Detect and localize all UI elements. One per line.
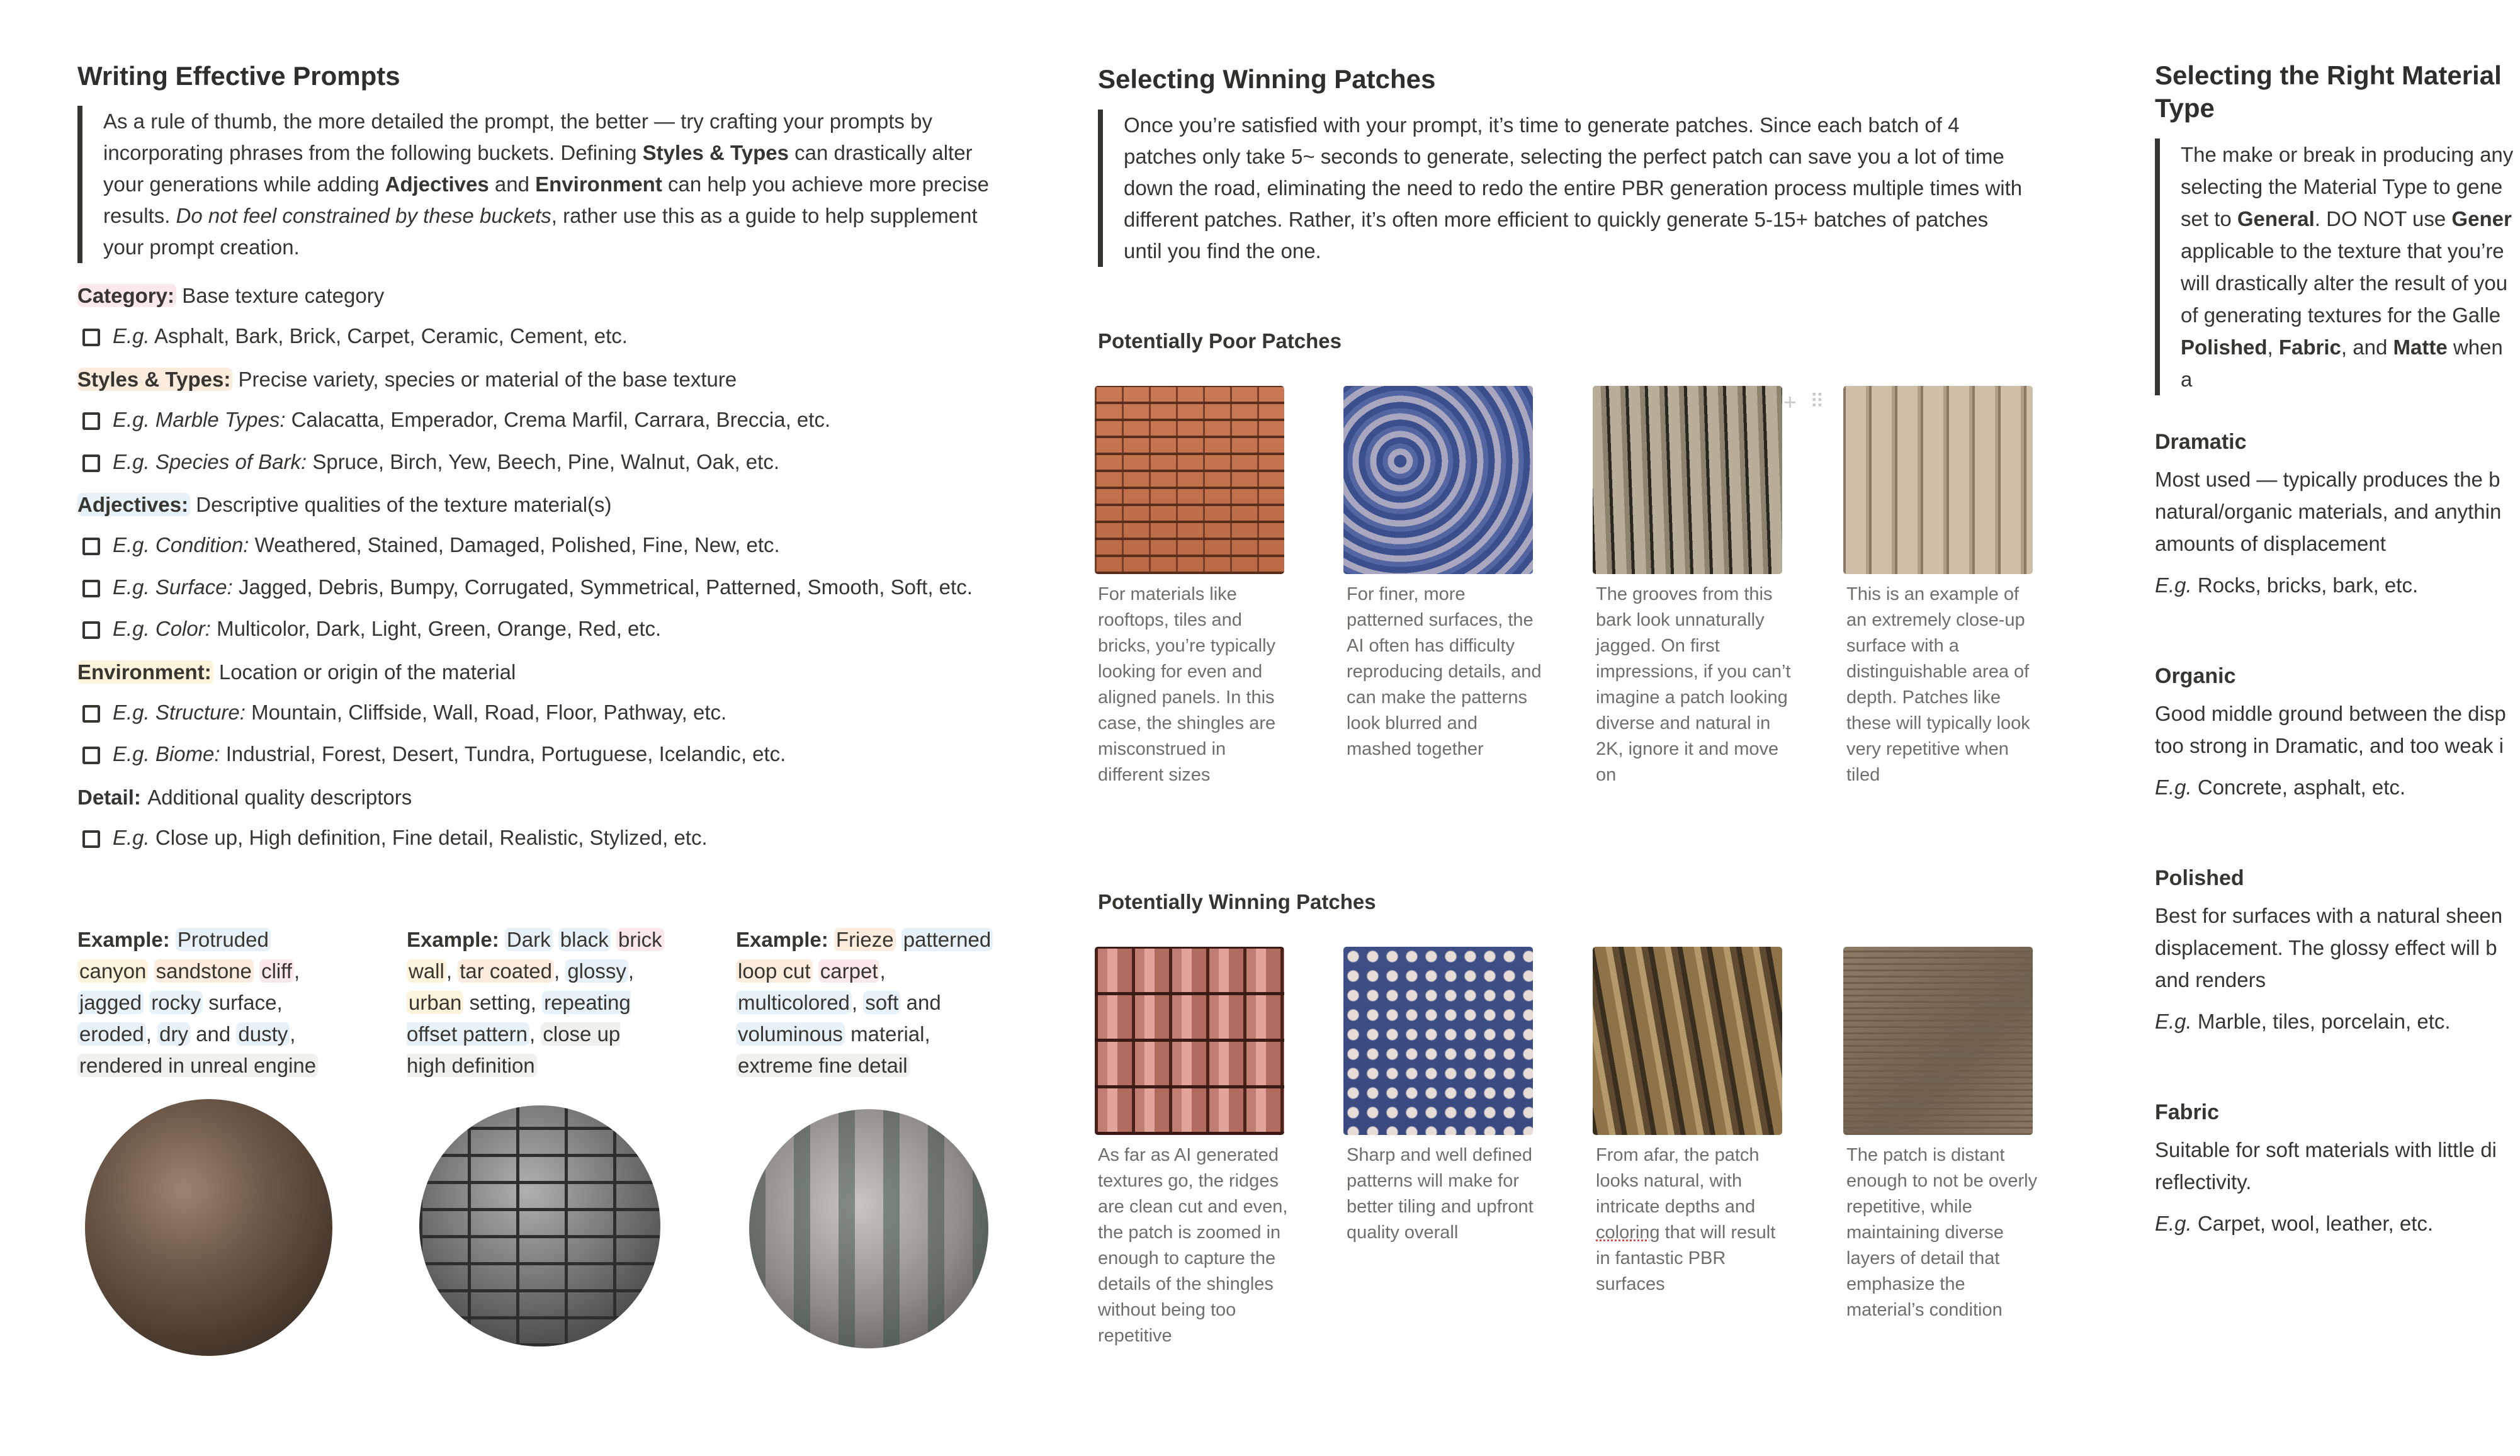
material-type-description-block xyxy=(2155,463,2514,560)
highlighted-term: jagged xyxy=(77,991,144,1014)
poor-caption: For materials like rooftops, tiles and bricks, you’re typically looking for even and aligned panels. In this case, the shingles are misconstrued in different sizes xyxy=(1098,584,1276,785)
example-text xyxy=(144,991,149,1014)
highlighted-term: Protruded xyxy=(176,928,271,951)
intro-line xyxy=(2181,331,2514,395)
eg-label: E.g. xyxy=(2155,1212,2192,1235)
bucket-label: Styles & Types: xyxy=(77,368,232,391)
example-text: , xyxy=(879,959,886,983)
intro-bold: Styles & Types xyxy=(642,141,789,164)
example-text xyxy=(553,928,558,951)
winning-caption: As far as AI generated textures go, the ridges are clean cut and even, the patch is zoomed in enough to capture the details of the shingles without being too repetitive xyxy=(1098,1145,1288,1346)
poor-patch-shingles[interactable] xyxy=(1095,386,1284,574)
sandstone-sphere-render xyxy=(85,1099,332,1356)
highlighted-term: rocky xyxy=(149,991,203,1014)
bucket-description: Additional quality descriptors xyxy=(142,785,412,809)
prompt-example xyxy=(407,924,665,1081)
intro-italic: Do not feel constrained by these buckets xyxy=(176,204,551,227)
item-text: Multicolor, Dark, Light, Green, Orange, Red, etc. xyxy=(210,617,662,641)
material-type-example xyxy=(2155,771,2514,803)
example-text xyxy=(254,959,259,983)
winning-patch-pattern[interactable] xyxy=(1343,947,1533,1135)
highlighted-term: eroded xyxy=(77,1022,146,1046)
caption-text: From afar, the patch looks natural, with intricate depths and xyxy=(1596,1145,1760,1217)
bucket-description: Base texture category xyxy=(176,284,385,307)
checkbox[interactable] xyxy=(82,705,100,723)
checklist-item xyxy=(77,698,726,727)
intro-text: , and xyxy=(2341,336,2393,359)
checklist-item xyxy=(77,448,779,477)
example-text: material, xyxy=(844,1022,930,1046)
intro-line: applicable to the texture that you’re xyxy=(2181,239,2504,262)
section-title-patches: Selecting Winning Patches xyxy=(1098,64,1436,94)
eg-label: E.g. xyxy=(2155,1010,2192,1033)
example-text: and xyxy=(900,991,941,1014)
example-label: Example: xyxy=(736,928,828,951)
item-text: Spruce, Birch, Yew, Beech, Pine, Walnut, Oak, etc. xyxy=(307,449,779,473)
intro-text: when a xyxy=(2181,336,2503,391)
example-label: Example: xyxy=(77,928,170,951)
poor-patch-closeup[interactable] xyxy=(1843,386,2033,574)
material-type-description: too strong in Dramatic, and too weak i xyxy=(2155,734,2504,757)
checklist-item xyxy=(77,614,661,643)
eg-label: E.g. xyxy=(113,324,150,348)
example-text: , xyxy=(628,959,635,983)
checkbox[interactable] xyxy=(82,580,100,597)
item-text: Close up, High definition, Fine detail, Realistic, Stylized, etc. xyxy=(149,826,708,850)
material-type-example xyxy=(2155,569,2514,601)
highlighted-term: repeating offset pattern xyxy=(407,991,631,1046)
winning-patch-corrugated[interactable] xyxy=(1843,947,2033,1135)
material-type-heading: Fabric xyxy=(2155,1100,2220,1124)
intro-bold: Matte xyxy=(2393,336,2448,359)
intro-line: will drastically alter the result of you xyxy=(2181,271,2508,295)
intro-text: set to xyxy=(2181,207,2237,230)
material-type-heading: Polished xyxy=(2155,866,2244,890)
checklist-item xyxy=(77,531,780,560)
example-text: , xyxy=(290,1022,296,1046)
checklist-item xyxy=(77,740,786,769)
highlighted-term: Dark xyxy=(505,928,553,951)
item-subtype: Color: xyxy=(149,617,211,641)
material-type-description: Suitable for soft materials with little di xyxy=(2155,1138,2497,1161)
checklist-item xyxy=(77,573,973,602)
highlighted-term: soft xyxy=(863,991,900,1014)
section-title-prompts: Writing Effective Prompts xyxy=(77,61,400,91)
highlighted-term: rendered in unreal engine xyxy=(77,1054,318,1077)
drag-handle-icon[interactable]: ⠿ xyxy=(1810,390,1824,412)
intro-line xyxy=(2181,203,2514,235)
bucket-label: Environment: xyxy=(77,660,213,684)
material-type-heading: Dramatic xyxy=(2155,430,2247,454)
add-block-icon[interactable]: + xyxy=(1783,389,1797,415)
checkbox[interactable] xyxy=(82,830,100,848)
highlighted-term: Frieze xyxy=(834,928,896,951)
highlighted-term: dry xyxy=(157,1022,190,1046)
highlighted-term: dusty xyxy=(236,1022,290,1046)
material-type-description-block xyxy=(2155,697,2514,762)
eg-label: E.g. xyxy=(113,408,150,432)
material-intro-quote xyxy=(2155,138,2514,395)
checkbox[interactable] xyxy=(82,412,100,430)
intro-bold: Environment xyxy=(535,172,662,196)
example-text: Rocks, bricks, bark, etc. xyxy=(2191,573,2419,597)
bucket-description: Descriptive qualities of the texture material(s) xyxy=(190,493,612,516)
item-subtype: Condition: xyxy=(149,533,249,557)
eg-label: E.g. xyxy=(113,742,150,766)
eg-label: E.g. xyxy=(113,826,150,850)
checkbox[interactable] xyxy=(82,454,100,472)
item-text: Calacatta, Emperador, Crema Marfil, Carrara, Breccia, etc. xyxy=(285,408,831,432)
example-text: Carpet, wool, leather, etc. xyxy=(2191,1212,2434,1235)
poor-caption: For finer, more patterned surfaces, the AI often has difficulty reproducing details, and can make the patterns look blurred and mashed together xyxy=(1347,584,1542,759)
eg-label: E.g. xyxy=(113,449,150,473)
example-text xyxy=(896,928,901,951)
eg-label: E.g. xyxy=(113,533,150,557)
material-type-description-block xyxy=(2155,1134,2514,1198)
example-text: , xyxy=(145,1022,158,1046)
example-text: , xyxy=(446,959,458,983)
intro-text: , xyxy=(2267,336,2279,359)
intro-line: The make or break in producing any xyxy=(2181,143,2514,166)
material-type-example xyxy=(2155,1005,2514,1037)
bucket-heading xyxy=(77,365,737,394)
highlighted-term: sandstone xyxy=(154,959,254,983)
intro-text: can drastically alter your generations while adding xyxy=(103,141,973,196)
bucket-label: Adjectives: xyxy=(77,493,190,516)
item-subtype: Marble Types: xyxy=(149,408,286,432)
example-text: setting, xyxy=(463,991,543,1014)
highlighted-term: multicolored xyxy=(736,991,852,1014)
material-type-description: reflectivity. xyxy=(2155,1170,2252,1194)
highlighted-term: carpet xyxy=(818,959,880,983)
checklist-item xyxy=(77,823,708,852)
highlighted-term: loop cut xyxy=(736,959,813,983)
item-subtype: Surface: xyxy=(149,575,233,599)
material-type-description: Best for surfaces with a natural sheen xyxy=(2155,904,2503,927)
highlighted-term: cliff xyxy=(259,959,294,983)
poor-caption: The grooves from this bark look unnaturally jagged. On first impressions, if you can’t imagine a patch looking diverse and natural in 2K, ignore it and move on xyxy=(1596,584,1791,785)
item-subtype: Structure: xyxy=(149,701,246,724)
example-text: , xyxy=(293,959,300,983)
material-type-description-block xyxy=(2155,900,2514,996)
highlighted-term: black xyxy=(558,928,611,951)
bucket-heading xyxy=(77,783,412,812)
material-type-description: natural/organic materials, and anythin xyxy=(2155,500,2502,523)
material-type-heading: Organic xyxy=(2155,664,2236,688)
material-type-description: and renders xyxy=(2155,968,2266,991)
material-type-description: Most used — typically produces the b xyxy=(2155,468,2500,491)
highlighted-term: canyon xyxy=(77,959,148,983)
item-text: Mountain, Cliffside, Wall, Road, Floor, Pathway, etc. xyxy=(245,701,727,724)
prompts-intro-quote xyxy=(77,106,1003,263)
prompt-example xyxy=(77,924,329,1081)
item-text: Weathered, Stained, Damaged, Polished, Fine, New, etc. xyxy=(249,533,780,557)
example-text: and xyxy=(189,1022,237,1046)
intro-bold: Adjectives xyxy=(385,172,489,196)
material-type-description: amounts of displacement xyxy=(2155,532,2386,555)
bucket-heading xyxy=(77,658,516,687)
item-text: Jagged, Debris, Bumpy, Corrugated, Symmetrical, Patterned, Smooth, Soft, etc. xyxy=(232,575,973,599)
bucket-description: Precise variety, species or material of the base texture xyxy=(232,367,737,391)
example-text: , xyxy=(553,959,566,983)
carpet-sphere-render xyxy=(749,1109,988,1348)
eg-label: E.g. xyxy=(113,617,150,641)
highlighted-term: urban xyxy=(407,991,463,1014)
example-text: Concrete, asphalt, etc. xyxy=(2191,776,2406,799)
winning-patch-bark[interactable] xyxy=(1593,947,1782,1135)
bucket-heading xyxy=(77,281,384,310)
winning-caption: Sharp and well defined patterns will make for better tiling and upfront quality overall xyxy=(1347,1145,1534,1243)
example-label: Example: xyxy=(407,928,499,951)
highlighted-term: extreme fine detail xyxy=(736,1054,910,1077)
highlighted-term: brick xyxy=(616,928,664,951)
material-type-example xyxy=(2155,1207,2514,1239)
brick-sphere-render xyxy=(419,1105,660,1346)
winning-caption xyxy=(1596,1143,1792,1297)
example-text: surface, xyxy=(203,991,283,1014)
checklist-item xyxy=(77,322,628,351)
intro-line: selecting the Material Type to gene xyxy=(2181,175,2503,198)
highlighted-term: wall xyxy=(407,959,446,983)
poor-caption: This is an example of an extremely close-up surface with a distinguishable area of depth. Patches like these will typically look very repetitive when tiled xyxy=(1846,584,2030,785)
material-type-column xyxy=(2155,59,2514,1239)
highlighted-term: voluminous xyxy=(736,1022,845,1046)
highlighted-term: close up high definition xyxy=(407,1022,621,1077)
patches-intro-quote: Once you’re satisfied with your prompt, it’s time to generate patches. Since each batch of 4 patches only take 5~ seconds to generate, selecting the perfect patch can save you a lot of time down the road, eliminating the need to redo the entire PBR generation process multiple times with different patches. Rather, it’s often more efficient to quickly generate 5-15+ batches of patches until you find the one. xyxy=(1098,110,2030,267)
bucket-label: Category: xyxy=(77,284,176,307)
example-text xyxy=(813,959,818,983)
bucket-heading xyxy=(77,490,612,519)
item-text: Industrial, Forest, Desert, Tundra, Portuguese, Icelandic, etc. xyxy=(220,742,786,766)
poor-patches-heading: Potentially Poor Patches xyxy=(1098,329,1342,353)
item-subtype: Biome: xyxy=(149,742,220,766)
example-text: , xyxy=(851,991,864,1014)
intro-text: , rather use this as a guide to help supplement your prompt creation. xyxy=(103,204,978,259)
poor-patch-bark[interactable] xyxy=(1593,386,1782,574)
intro-bold: Gener xyxy=(2451,207,2512,230)
intro-text: can help you achieve more precise results. xyxy=(103,172,989,227)
eg-label: E.g. xyxy=(113,701,150,724)
eg-label: E.g. xyxy=(2155,776,2192,799)
section-title-material-type: Selecting the Right Material Type xyxy=(2155,60,2502,123)
eg-label: E.g. xyxy=(113,575,150,599)
bucket-label: Detail: xyxy=(77,785,141,809)
intro-text: . DO NOT use xyxy=(2314,207,2452,230)
poor-patch-pattern[interactable] xyxy=(1343,386,1533,574)
intro-bold: Polished xyxy=(2181,336,2268,359)
bucket-description: Location or origin of the material xyxy=(213,660,516,684)
checkbox[interactable] xyxy=(82,329,100,346)
checkbox[interactable] xyxy=(82,621,100,639)
winning-patches-heading: Potentially Winning Patches xyxy=(1098,890,1376,913)
highlighted-term: tar coated xyxy=(458,959,554,983)
checkbox[interactable] xyxy=(82,538,100,555)
item-subtype: Species of Bark: xyxy=(149,449,307,473)
intro-text: As a rule of thumb, the more detailed the prompt, the better — try crafting your prompts by incorporating phrases from the following buckets. Defining xyxy=(103,110,932,164)
eg-label: E.g. xyxy=(2155,573,2192,597)
example-text xyxy=(148,959,154,983)
intro-bold: General xyxy=(2237,207,2315,230)
example-text: , xyxy=(529,1022,541,1046)
example-text xyxy=(611,928,616,951)
intro-line: of generating textures for the Galle xyxy=(2181,303,2501,327)
prompt-example xyxy=(736,924,1000,1081)
intro-text: and xyxy=(489,172,536,196)
winning-caption: The patch is distant enough to not be overly repetitive, while maintaining diverse layers of detail that emphasize the material’s condition xyxy=(1846,1145,2038,1320)
item-text: Asphalt, Bark, Brick, Carpet, Ceramic, Cement, etc. xyxy=(149,324,628,348)
highlighted-term: patterned xyxy=(901,928,993,951)
caption-text: that will result in fantastic PBR surfaces xyxy=(1596,1222,1776,1294)
checkbox[interactable] xyxy=(82,747,100,764)
example-text: Marble, tiles, porcelain, etc. xyxy=(2191,1010,2451,1033)
material-type-description: Good middle ground between the disp xyxy=(2155,702,2506,725)
checklist-item xyxy=(77,405,830,434)
winning-patch-tiles[interactable] xyxy=(1095,947,1284,1135)
misspelled-word[interactable]: coloring xyxy=(1596,1222,1660,1243)
material-type-description: displacement. The glossy effect will b xyxy=(2155,936,2497,959)
highlighted-term: glossy xyxy=(565,959,628,983)
intro-bold: Fabric xyxy=(2278,336,2341,359)
